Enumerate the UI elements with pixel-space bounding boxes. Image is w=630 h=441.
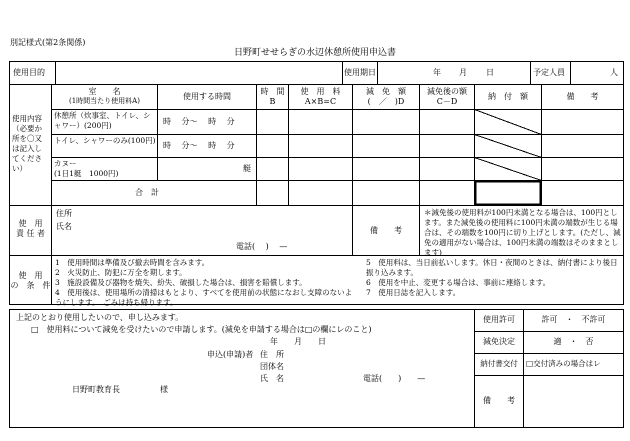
header-time: 使用する時間 — [183, 92, 231, 101]
header-fee-sub: A×B=C — [304, 97, 337, 106]
condition-2: 2 火災防止、防犯に万全を期します。 — [55, 268, 187, 277]
header-room-sub: (1時間当たり使用料A) — [69, 97, 140, 105]
usage-side-label: 使用内容（必要か所を〇又は記入してください） — [12, 114, 42, 173]
applicant-address: 住 所 — [260, 350, 284, 359]
bikou-label: 備 考 — [370, 226, 402, 235]
applicant-label: 申込(申請)者 — [207, 350, 254, 359]
header-reduction-sub: ( ／ )D — [367, 97, 405, 106]
row-canoe-sub: (1日1艇 1000円) — [54, 169, 119, 178]
application-date: 年 月 日 — [270, 337, 326, 346]
header-after: 減免後の額 — [427, 87, 467, 96]
applicant-org: 団体名 — [260, 362, 284, 371]
applicant-phone: 電話( ) — — [363, 374, 426, 383]
period-day: 日 — [486, 68, 494, 77]
row-toilet-name: トイレ、シャワーのみ(100円) — [54, 136, 156, 145]
purpose-field[interactable] — [57, 63, 340, 83]
header-room: 室 名 — [88, 87, 121, 96]
conditions-left — [55, 258, 355, 308]
condition-6: 6 使用を中止、変更する場合は、事前に連絡します。 — [366, 278, 551, 287]
condition-4: 4 使用後は、使用場所の清掃はもとより、すべてを使用前の状態になおし支障のないようにします。 ごみは持ち帰ります。 — [55, 288, 353, 307]
header-paid: 納 付 額 — [488, 92, 528, 101]
form-title: 日野町せせらぎの水辺休憩所使用申込書 — [233, 48, 396, 58]
form-code: 別記様式(第2条関係) — [10, 38, 86, 47]
applicant-name: 氏 名 — [260, 374, 284, 383]
payment-slip-label: 納付書交付 — [480, 359, 518, 368]
admin-remarks-label: 備 考 — [483, 396, 515, 405]
row-rest-area-time[interactable]: 時 分～ 時 分 — [163, 117, 235, 126]
reduction-request[interactable]: □ 使用料について減免を受けたいので申請します。(減免を申請する場合は□の欄にレのこと) — [31, 325, 372, 334]
condition-7: 7 使用日誌を記入します。 — [366, 288, 461, 297]
period-month: 月 — [459, 68, 467, 77]
purpose-label: 使用目的 — [13, 68, 45, 77]
address-label: 住所 — [56, 209, 72, 218]
payment-slip-value[interactable]: □交付済みの場合はレ — [526, 359, 601, 368]
condition-5: 5 使用料は、当日前払いします。休日・夜間のときは、納付書により後日振り込みます。 — [366, 258, 618, 277]
reduction-decision-value[interactable]: 適 ・ 否 — [553, 337, 594, 346]
condition-1: 1 使用時間は準備及び撤去時間を含みます。 — [55, 258, 210, 267]
row-rest-area-name: 休憩所（炊事室、トイレ、シャワー）(200円) — [54, 111, 151, 130]
condition-3: 3 施設設備及び器物を焼失、紛失、破損した場合は、損害を賠償します。 — [55, 278, 307, 287]
period-year: 年 — [433, 68, 441, 77]
planned-people-label: 予定人員 — [533, 68, 565, 77]
header-reduction: 減 免 額 — [366, 87, 406, 96]
header-fee: 使 用 料 — [300, 87, 341, 96]
permit-label: 使用許可 — [483, 315, 515, 324]
row-canoe-name: カヌー — [54, 159, 77, 168]
row-toilet-time[interactable]: 時 分～ 時 分 — [163, 141, 235, 150]
permit-value[interactable]: 許可 ・ 不許可 — [541, 315, 606, 324]
header-hours: 時 間 — [260, 87, 285, 96]
conditions-right — [366, 258, 621, 298]
header-hours-sub: B — [269, 97, 276, 106]
name-label: 氏名 — [56, 222, 72, 231]
conditions-label: 使 用 の 条 件 — [10, 271, 51, 290]
header-after-sub: C－D — [436, 97, 458, 106]
people-unit: 人 — [610, 68, 618, 77]
period-label: 使用期日 — [344, 68, 376, 77]
apply-statement: 上記のとおり使用したいので、申し込みます。 — [16, 313, 184, 322]
user-label: 使 用 責 任 者 — [15, 219, 46, 238]
phone-label: 電話( ) — — [236, 242, 288, 251]
total-label: 合 計 — [135, 188, 159, 197]
recipient: 日野町教育長 様 — [72, 385, 168, 394]
header-remarks: 備 考 — [566, 92, 599, 101]
reduction-decision-label: 減免決定 — [483, 337, 515, 346]
row-canoe-unit: 艇 — [243, 164, 251, 173]
rounding-note: ＊減免後の使用料が100円未満となる場合は、100円とします。また減免後の使用料に100円未満の端数が生じる場合は、その端数を100円に切り上げとします。(ただし、減免の適用がない場合は、100円未満の端数はそのままとします) — [424, 208, 621, 257]
